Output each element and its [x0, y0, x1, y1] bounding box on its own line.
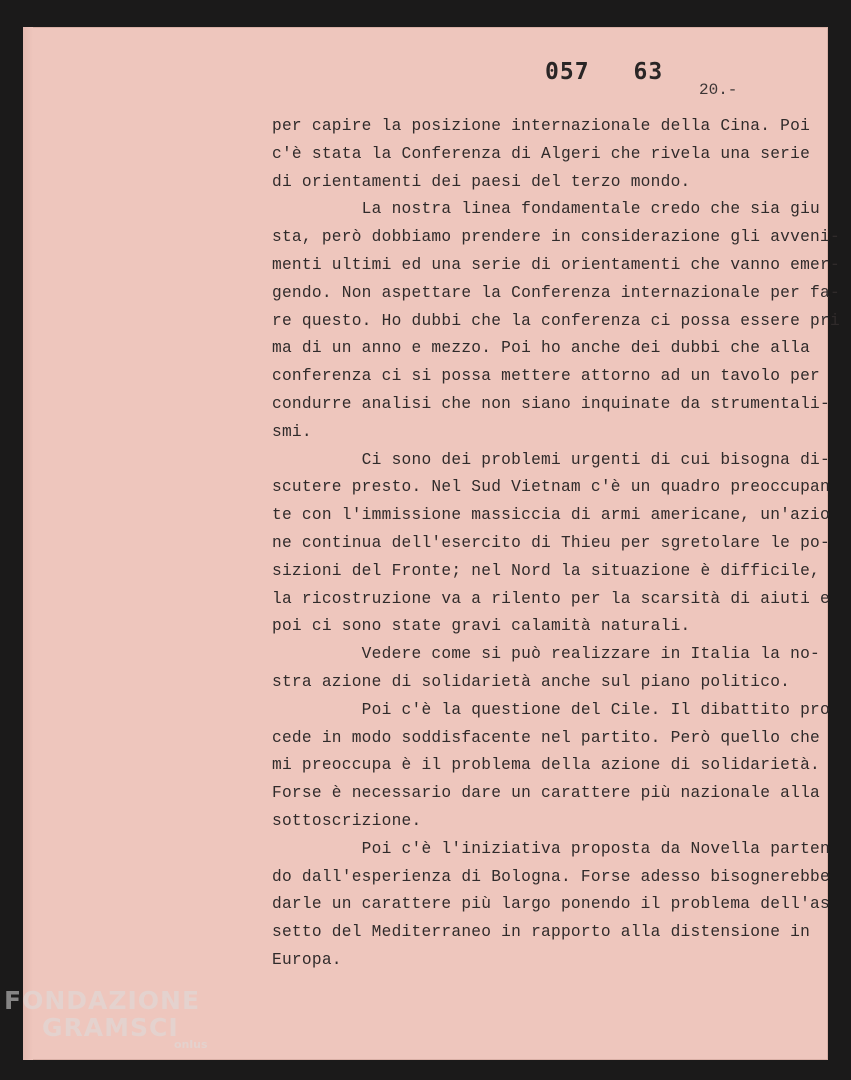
text-line: poi ci sono state gravi calamità naturali. — [272, 617, 691, 636]
text-line: Europa. — [272, 950, 342, 969]
text-line: Poi c'è la questione del Cile. Il dibattito pro — [272, 700, 830, 719]
text-line: Poi c'è l'iniziativa proposta da Novella parten — [272, 839, 830, 858]
text-line: la ricostruzione va a rilento per la scarsità di aiuti e — [272, 589, 830, 608]
text-line: per capire la posizione internazionale della Cina. Poi — [272, 117, 811, 135]
text-line: di orientamenti dei paesi del terzo mondo. — [272, 172, 691, 191]
text-line: mi preoccupa è il problema della azione di solidarietà. — [272, 756, 821, 775]
text-line: ne continua dell'esercito di Thieu per sgretolare le po- — [272, 533, 830, 552]
text-line: gendo. Non aspettare la Conferenza internazionale per fa- — [272, 283, 840, 302]
text-line: darle un carattere più largo ponendo il problema dell'as — [272, 895, 830, 914]
archive-stamp — [545, 59, 663, 85]
watermark-line-1: FONDAZIONE — [4, 986, 201, 1015]
page-number: 20.- — [699, 81, 738, 99]
text-line: menti ultimi ed una serie di orientamenti che vanno emer- — [272, 255, 840, 274]
text-line: setto del Mediterraneo in rapporto alla distensione in — [272, 923, 811, 942]
text-line: cede in modo soddisfacente nel partito. Però quello che — [272, 728, 821, 747]
text-line: smi. — [272, 422, 312, 441]
document-page — [23, 27, 840, 1060]
watermark-line-3: onlus — [174, 1038, 208, 1051]
watermark-line-2: GRAMSCI — [42, 1013, 179, 1042]
text-line: c'è stata la Conferenza di Algeri che rivela una serie — [272, 144, 811, 163]
text-line: te con l'immissione massiccia di armi americane, un'azio — [272, 506, 830, 525]
text-line: do dall'esperienza di Bologna. Forse adesso bisognerebbe — [272, 867, 830, 886]
text-line: Ci sono dei problemi urgenti di cui bisogna di- — [272, 450, 830, 469]
page-edge-shadow — [23, 27, 33, 1060]
text-line: conferenza ci si possa mettere attorno ad un tavolo per — [272, 367, 821, 386]
text-line: re questo. Ho dubbi che la conferenza ci possa essere pri — [272, 311, 840, 330]
watermark-logo — [4, 986, 208, 1051]
stamp-number-1: 057 — [545, 59, 590, 85]
text-line: Forse è necessario dare un carattere più nazionale alla — [272, 784, 821, 803]
text-line: ma di un anno e mezzo. Poi ho anche dei dubbi che alla — [272, 339, 811, 358]
text-line: sottoscrizione. — [272, 811, 422, 830]
text-line: Vedere come si può realizzare in Italia la no- — [272, 645, 821, 664]
stamp-number-2: 63 — [633, 59, 664, 85]
text-line: sizioni del Fronte; nel Nord la situazione è difficile, — [272, 561, 821, 580]
text-line: condurre analisi che non siano inquinate da strumentali- — [272, 394, 830, 413]
text-line: sta, però dobbiamo prendere in considerazione gli avveni- — [272, 228, 840, 247]
text-line: La nostra linea fondamentale credo che sia giu — [272, 200, 821, 219]
body-text — [272, 113, 840, 975]
text-line: scutere presto. Nel Sud Vietnam c'è un quadro preoccupan — [272, 478, 830, 497]
text-line: stra azione di solidarietà anche sul piano politico. — [272, 672, 791, 691]
